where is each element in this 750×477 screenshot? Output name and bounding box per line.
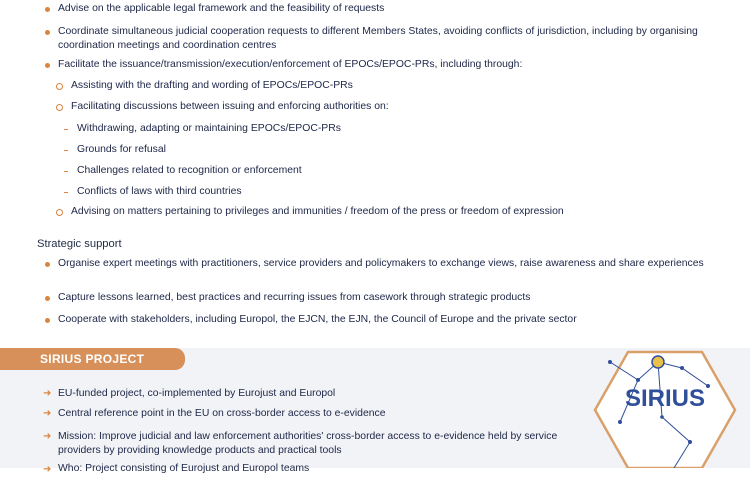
sirius-reference-point: Central reference point in the EU on cross-border access to e-evidence — [58, 408, 386, 419]
sirius-who: Who: Project consisting of Eurojust and Europol teams — [58, 463, 310, 474]
sub-task-facilitating-discussions: Facilitating discussions between issuing and enforcing authorities on: — [71, 101, 389, 112]
sub-sub-bullet-dash — [64, 192, 68, 193]
bullet-dot — [45, 30, 50, 35]
strategic-support-heading: Strategic support — [37, 238, 122, 250]
bullet-dot — [45, 262, 50, 267]
topic-conflicts-of-laws: Conflicts of laws with third countries — [77, 186, 242, 197]
sub-task-drafting: Assisting with the drafting and wording of EPOCs/EPOC-PRs — [71, 80, 353, 91]
bullet-dot — [45, 296, 50, 301]
sub-bullet-ring — [56, 104, 63, 111]
bullet-dot — [45, 318, 50, 323]
task-facilitate-epocs: Facilitate the issuance/transmission/execution/enforcement of EPOCs/EPOC-PRs, including through: — [58, 59, 523, 70]
sub-task-privileges-immunities: Advising on matters pertaining to privileges and immunities / freedom of the press or freedom of expression — [71, 206, 564, 217]
sirius-eu-funded: EU-funded project, co-implemented by Eurojust and Europol — [58, 388, 336, 399]
bullet-dot — [45, 7, 50, 12]
arrow-bullet-icon: ➜ — [43, 431, 52, 442]
arrow-bullet-icon: ➜ — [43, 408, 52, 419]
bullet-dot — [45, 63, 50, 68]
arrow-bullet-icon: ➜ — [43, 388, 52, 399]
strategic-expert-meetings: Organise expert meetings with practitioners, service providers and policymakers to exchange views, raise awareness and share experiences — [58, 258, 704, 269]
sub-sub-bullet-dash — [64, 150, 68, 151]
sub-sub-bullet-dash — [64, 171, 68, 172]
topic-challenges-recognition: Challenges related to recognition or enforcement — [77, 165, 302, 176]
topic-withdrawing: Withdrawing, adapting or maintaining EPOCs/EPOC-PRs — [77, 123, 341, 134]
sirius-project-tab: SIRIUS PROJECT — [0, 348, 185, 370]
sub-sub-bullet-dash — [64, 129, 68, 130]
strategic-cooperate-stakeholders: Cooperate with stakeholders, including Europol, the EJCN, the EJN, the Council of Europe and the private sector — [58, 314, 577, 325]
sub-bullet-ring — [56, 83, 63, 90]
task-advise-legal-framework: Advise on the applicable legal framework and the feasibility of requests — [58, 3, 385, 14]
sirius-logo — [590, 322, 740, 468]
arrow-bullet-icon: ➜ — [43, 464, 52, 475]
task-coordinate-requests: Coordinate simultaneous judicial cooperation requests to different Members States, avoiding conflicts of jurisdiction, including by organising coordination meetings and coordination centres — [58, 26, 698, 51]
topic-grounds-refusal: Grounds for refusal — [77, 144, 166, 155]
strategic-lessons-learned: Capture lessons learned, best practices and recurring issues from casework through strategic products — [58, 292, 531, 303]
sirius-logo-text: SIRIUS — [624, 385, 706, 412]
sub-bullet-ring — [56, 209, 63, 216]
sirius-mission: Mission: Improve judicial and law enforcement authorities' cross-border access to e-evidence held by service providers by providing knowledge products and practical tools — [58, 431, 558, 456]
